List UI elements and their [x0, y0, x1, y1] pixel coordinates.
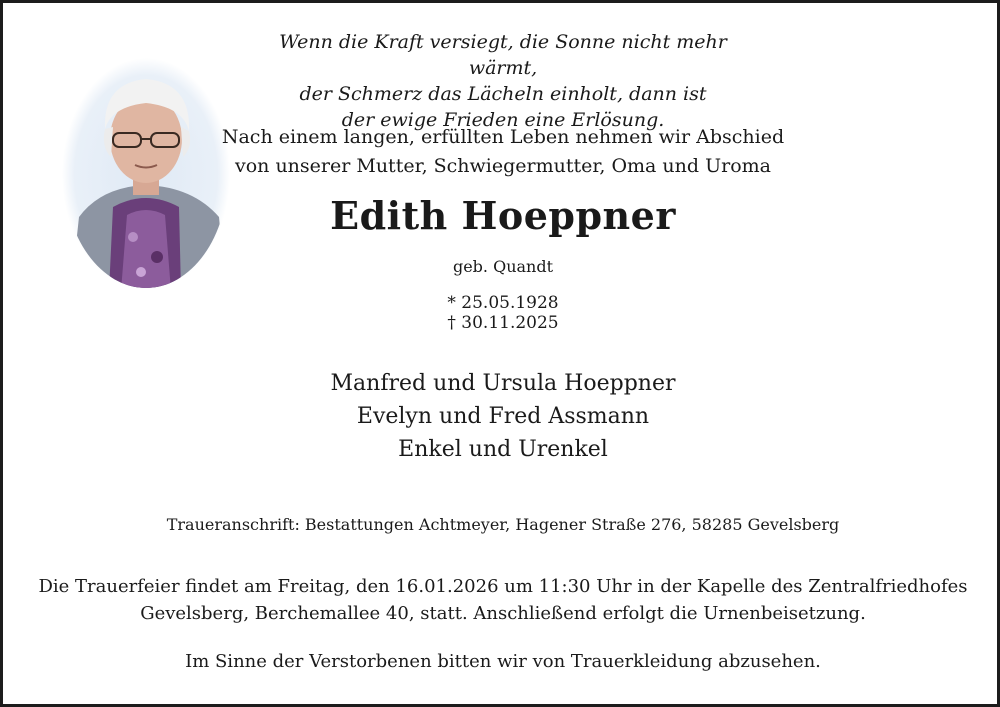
intro-line: Nach einem langen, erfüllten Leben nehmen wir Abschied	[221, 126, 785, 148]
mourner: Evelyn und Fred Assmann	[356, 404, 650, 429]
ceremony-line: Gevelsberg, Berchemallee 40, statt. Anschließend erfolgt die Urnenbeisetzung.	[140, 603, 866, 624]
mourner: Enkel und Urenkel	[398, 437, 608, 462]
mourner: Manfred und Ursula Hoeppner	[330, 371, 676, 396]
mourning-address: Traueranschrift: Bestattungen Achtmeyer, Hagener Straße 276, 58285 Gevelsberg	[166, 515, 840, 534]
verse	[253, 29, 753, 133]
death-date: † 30.11.2025	[447, 313, 559, 333]
birth-date: * 25.05.1928	[447, 293, 559, 313]
maiden-name: geb. Quandt	[452, 257, 554, 276]
intro-line: von unserer Mutter, Schwiegermutter, Oma und Uroma	[235, 155, 771, 177]
verse-line: der Schmerz das Lächeln einholt, dann ist	[299, 83, 707, 105]
intro-text	[213, 123, 793, 181]
verse-line: Wenn die Kraft versiegt, die Sonne nicht mehr wärmt,	[279, 31, 727, 79]
portrait-photo	[61, 57, 231, 291]
mourners-list	[253, 367, 753, 466]
ceremony-line: Die Trauerfeier findet am Freitag, den 16.01.2026 um 11:30 Uhr in der Kapelle des Zentralfriedhofes	[38, 576, 968, 597]
life-dates	[353, 293, 653, 333]
verse-line: der ewige Frieden eine Erlösung.	[341, 109, 665, 131]
ceremony-info	[3, 573, 1000, 627]
deceased-name: Edith Hoeppner	[330, 193, 676, 238]
dress-note: Im Sinne der Verstorbenen bitten wir von Trauerkleidung abzusehen.	[185, 651, 821, 672]
